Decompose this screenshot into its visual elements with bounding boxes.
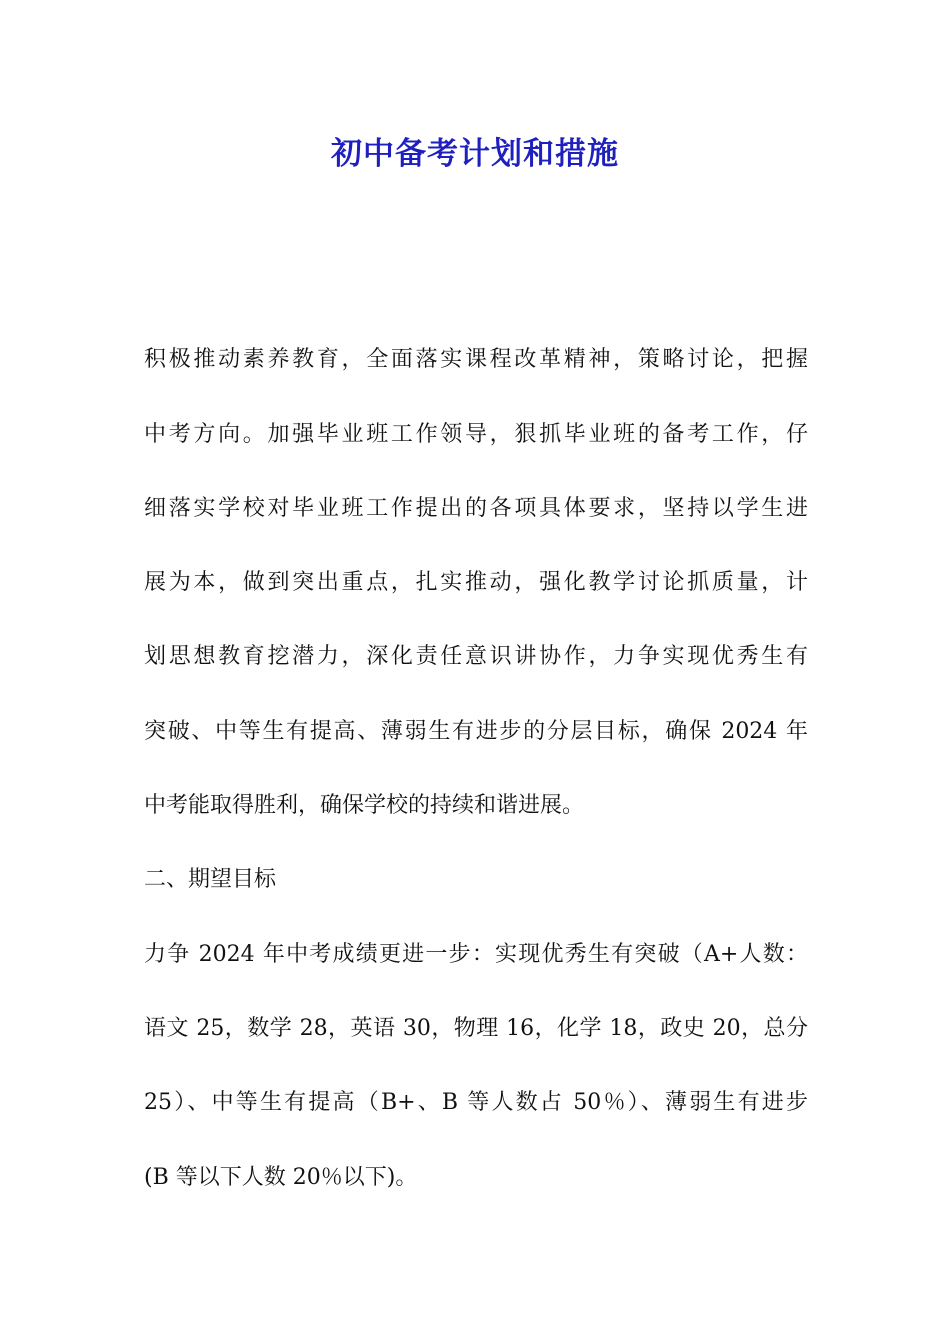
- paragraph-1-line-7: 中考能取得胜利，确保学校的持续和谐进展。: [144, 793, 585, 818]
- paragraph-1-line-5: 划思想教育挖潜力，深化责任意识讲协作，力争实现优秀生有: [144, 644, 808, 669]
- section-heading: 二、期望目标: [144, 867, 277, 892]
- paragraph-2-line-1: 力争 2024 年中考成绩更进一步：实现优秀生有突破（A+人数：: [144, 942, 808, 967]
- paragraph-2-line-3: 25）、中等生有提高（B+、B 等人数占 50％）、薄弱生有进步: [144, 1090, 808, 1115]
- paragraph-1-line-6: 突破、中等生有提高、薄弱生有进步的分层目标，确保 2024 年: [144, 719, 808, 744]
- paragraph-1-line-4: 展为本，做到突出重点，扎实推动，强化教学讨论抓质量，计: [144, 570, 808, 595]
- paragraph-1-line-1: 积极推动素养教育，全面落实课程改革精神，策略讨论，把握: [144, 347, 808, 372]
- paragraph-2-line-4: (B 等以下人数 20％以下)。: [144, 1165, 418, 1190]
- paragraph-2-line-2: 语文 25，数学 28，英语 30，物理 16，化学 18，政史 20，总分: [144, 1016, 808, 1041]
- paragraph-1-line-3: 细落实学校对毕业班工作提出的各项具体要求，坚持以学生进: [144, 496, 808, 521]
- paragraph-1-line-2: 中考方向。加强毕业班工作领导，狠抓毕业班的备考工作，仔: [144, 422, 808, 447]
- document-title: 初中备考计划和措施: [331, 136, 619, 172]
